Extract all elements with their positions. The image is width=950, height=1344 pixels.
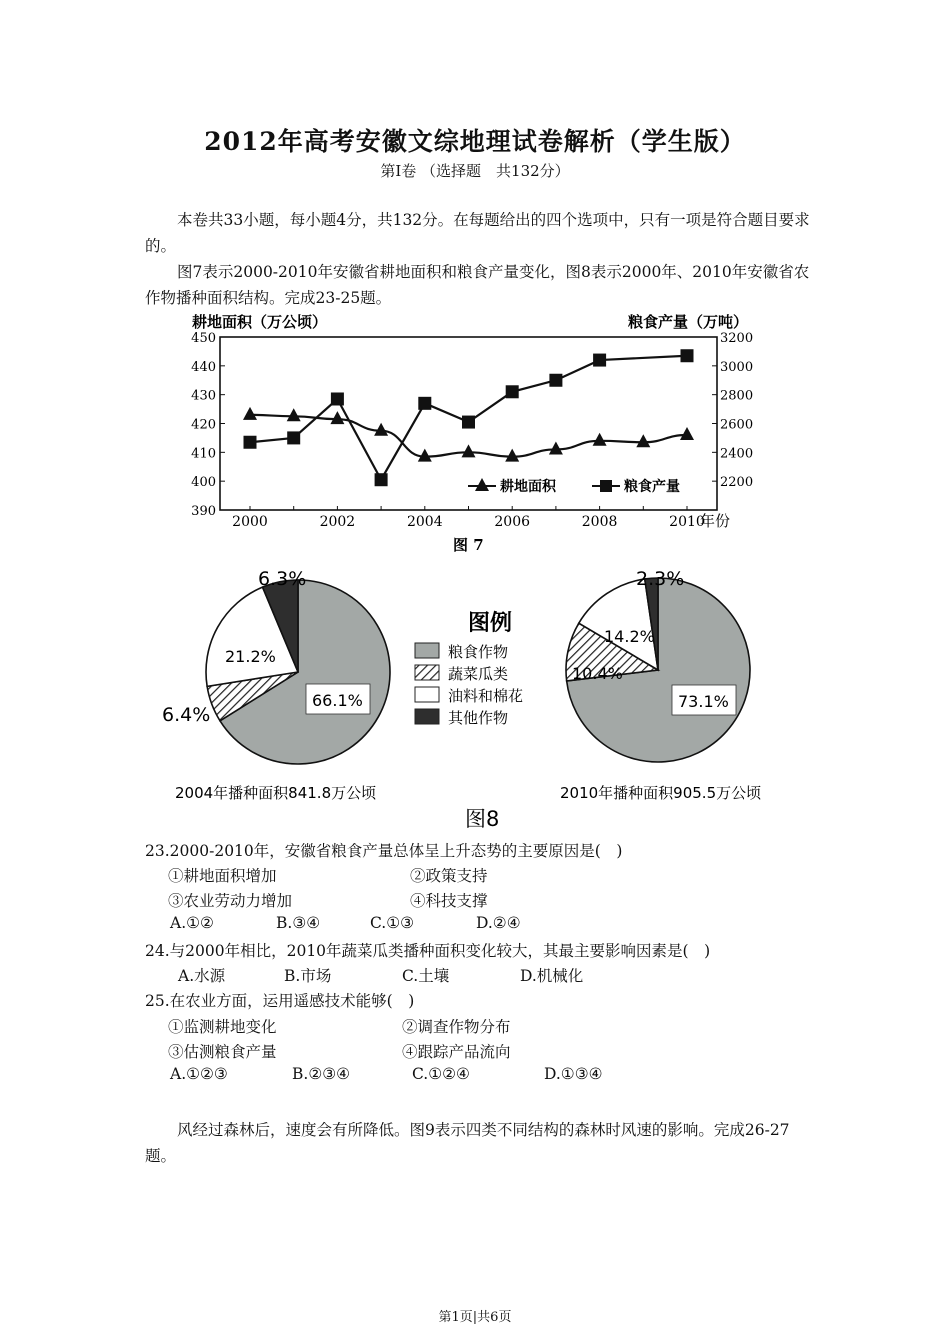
- grain-point-square: [462, 416, 475, 429]
- q25-choice-d[interactable]: D.①③④: [544, 1065, 603, 1083]
- area-point-triangle: [330, 411, 344, 424]
- q23-item-4: ④科技支撑: [410, 892, 488, 910]
- area-point-triangle: [505, 449, 519, 462]
- area-point-triangle: [243, 407, 257, 420]
- wind-intro-paragraph: 风经过森林后，速度会有所降低。图9表示四类不同结构的森林时风速的影响。完成26-27题。: [145, 1121, 790, 1165]
- grain-point-square: [418, 397, 431, 410]
- y-tick-label: 410: [191, 446, 216, 462]
- q23-choice-b[interactable]: B.③④: [276, 914, 321, 932]
- figure7-chart: [180, 310, 760, 555]
- y-tick-label: 440: [191, 359, 216, 375]
- q25-item-2: ②调查作物分布: [402, 1018, 511, 1036]
- legend-grain-swatch: [415, 643, 439, 658]
- legend-item-other: 其他作物: [448, 709, 509, 727]
- y-tick-label: 400: [191, 475, 216, 491]
- y-tick-label: 430: [191, 388, 216, 404]
- q23-item-2: ②政策支持: [410, 867, 488, 885]
- figure7-legend: [468, 478, 680, 495]
- legend-other-swatch: [415, 709, 439, 724]
- q25-item-3: ③估测粮食产量: [168, 1043, 277, 1061]
- q23-item-1: ①耕地面积增加: [168, 867, 277, 885]
- q25-item-4: ④跟踪产品流向: [402, 1043, 511, 1061]
- area-point-triangle: [593, 433, 607, 446]
- pie2004-label-veg: 6.4%: [162, 704, 211, 726]
- grain-point-square: [287, 431, 300, 444]
- pie-2004: [206, 580, 390, 764]
- q23-choice-c[interactable]: C.①③: [370, 914, 415, 932]
- section-subtitle: 第Ⅰ卷 （选择题 共132分）: [380, 162, 570, 180]
- grain-point-square: [244, 436, 257, 449]
- pie2004-caption: 2004年播种面积841.8万公顷: [175, 784, 377, 802]
- intro-paragraph: 本卷共33小题，每小题4分，共132分。在每题给出的四个选项中，只有一项是符合题目要求的。: [145, 211, 810, 255]
- legend-grain-label: 粮食产量: [624, 479, 680, 495]
- y2-tick-label: 3200: [720, 331, 754, 346]
- legend-item-grain: 粮食作物: [448, 643, 509, 661]
- q25-choice-c[interactable]: C.①②④: [412, 1065, 470, 1083]
- area-point-triangle: [680, 427, 694, 440]
- y2-tick-label: 3000: [720, 359, 754, 375]
- pie2010-label-other: 2.3%: [636, 568, 685, 590]
- x-tick-label: 2008: [581, 514, 618, 530]
- figure8-caption: 图8: [465, 807, 500, 831]
- legend-veg-swatch: [415, 665, 439, 680]
- pie2010-label-oil: 14.2%: [604, 627, 655, 646]
- grain-point-square: [506, 385, 519, 398]
- grain-point-square: [593, 354, 606, 367]
- area-point-triangle: [462, 444, 476, 457]
- x-tick-label: 2000: [232, 514, 268, 530]
- q23-choice-a[interactable]: A.①②: [170, 914, 214, 932]
- page-footer: 第1页|共6页: [438, 1310, 512, 1325]
- pie2004-label-other: 6.3%: [258, 568, 307, 590]
- y2-tick-label: 2400: [720, 446, 754, 462]
- figure8-legend-title: 图例: [468, 611, 513, 636]
- x-tick-label: 2004: [406, 514, 443, 530]
- q24-choice-b[interactable]: B.市场: [284, 967, 332, 985]
- q24-choice-d[interactable]: D.机械化: [520, 967, 584, 985]
- figure8-chart: [150, 560, 800, 835]
- pie2004-label-oil: 21.2%: [225, 647, 276, 666]
- pie2010-label-veg: 10.4%: [572, 664, 623, 683]
- q23-stem: 23.2000-2010年，安徽省粮食产量总体呈上升态势的主要原因是( ): [145, 842, 623, 860]
- y-tick-label: 450: [191, 331, 216, 346]
- legend-item-oil: 油料和棉花: [448, 687, 524, 705]
- area-point-triangle: [374, 423, 388, 436]
- figure7-caption: 图 7: [453, 536, 484, 554]
- grain-point-square: [331, 392, 344, 405]
- pie2010-caption: 2010年播种面积905.5万公顷: [560, 784, 762, 802]
- legend-area-label: 耕地面积: [500, 479, 556, 495]
- pie2004-label-grain: 66.1%: [312, 691, 363, 710]
- q25-choice-a[interactable]: A.①②③: [170, 1065, 228, 1083]
- y2-tick-label: 2600: [720, 417, 754, 433]
- q25-choice-b[interactable]: B.②③④: [292, 1065, 351, 1083]
- figure-intro-paragraph: 图7表示2000-2010年安徽省耕地面积和粮食产量变化，图8表示2000年、2010年安徽省农作物播种面积结构。完成23-25题。: [145, 263, 810, 307]
- x-tick-label: 2006: [494, 514, 531, 530]
- y2-tick-label: 2800: [720, 388, 754, 404]
- legend-item-veg: 蔬菜瓜类: [448, 665, 509, 683]
- q25-item-1: ①监测耕地变化: [168, 1018, 277, 1036]
- grain-point-square: [375, 473, 388, 486]
- x-tick-label: 2010: [669, 514, 705, 530]
- page-title: 2012年高考安徽文综地理试卷解析（学生版）: [204, 127, 746, 156]
- area-point-triangle: [549, 441, 563, 454]
- y-tick-label: 390: [191, 504, 216, 519]
- x-tick-label: 2002: [319, 514, 356, 530]
- q24-choice-a[interactable]: A.水源: [178, 967, 226, 985]
- right-axis-title: 粮食产量（万吨）: [628, 313, 749, 331]
- x-unit-label: 年份: [700, 512, 731, 530]
- q24-choice-c[interactable]: C.土壤: [402, 967, 450, 985]
- grain-point-square: [681, 349, 694, 362]
- pie2010-label-grain: 73.1%: [678, 692, 729, 711]
- q23-item-3: ③农业劳动力增加: [168, 892, 293, 910]
- y2-tick-label: 2200: [720, 475, 754, 491]
- y-tick-label: 420: [191, 417, 216, 433]
- grain-point-square: [549, 374, 562, 387]
- q25-stem: 25.在农业方面，运用遥感技术能够( ): [145, 992, 415, 1010]
- area-point-triangle: [636, 434, 650, 447]
- legend-oil-swatch: [415, 687, 439, 702]
- legend-square-icon: [600, 480, 612, 492]
- q24-stem: 24.与2000年相比，2010年蔬菜瓜类播种面积变化较大，其最主要影响因素是( ): [145, 942, 711, 960]
- q23-choice-d[interactable]: D.②④: [476, 914, 521, 932]
- legend-triangle-icon: [475, 478, 489, 491]
- left-axis-title: 耕地面积（万公顷）: [192, 313, 328, 331]
- area-point-triangle: [287, 408, 301, 421]
